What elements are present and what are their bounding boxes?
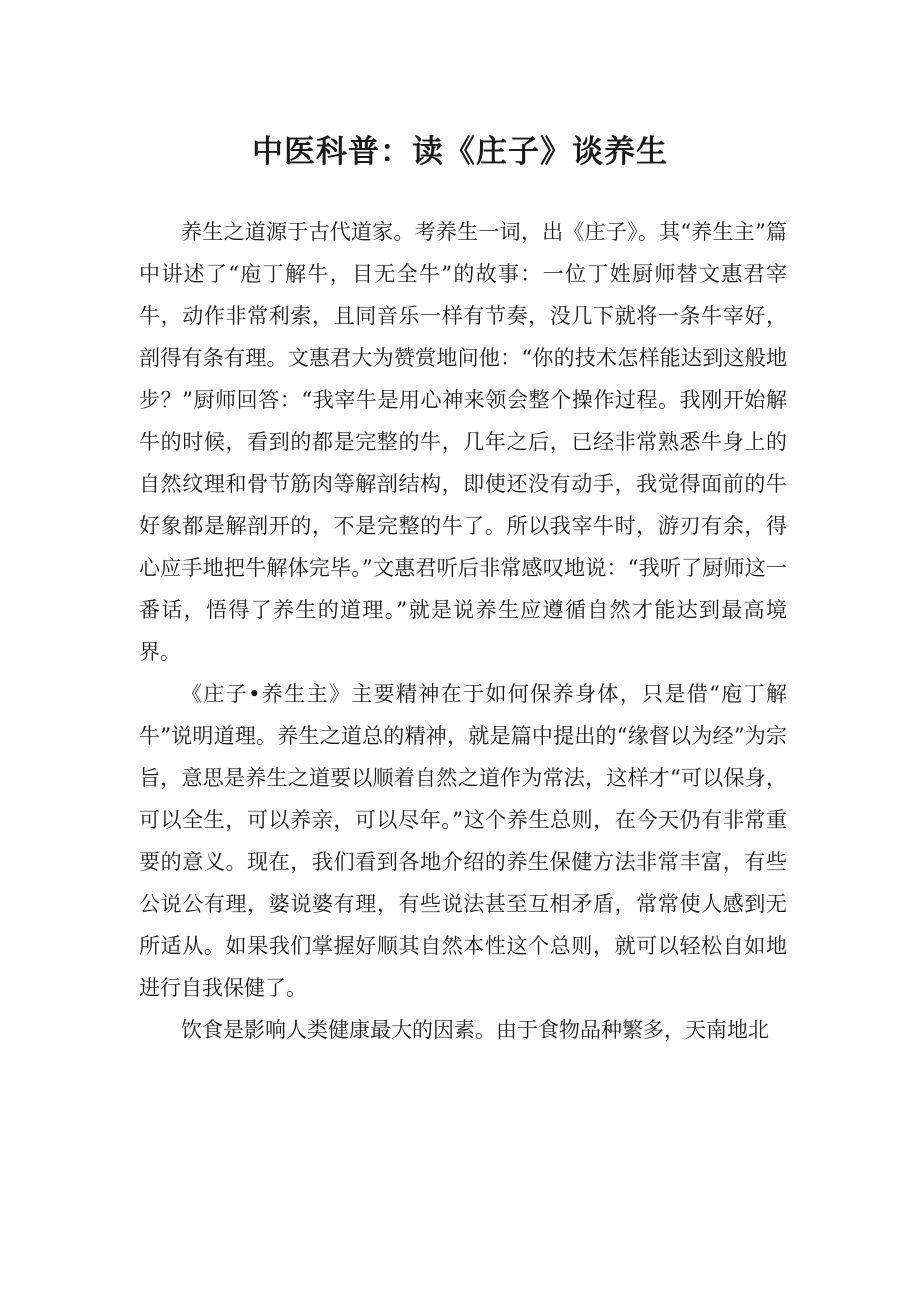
article-body (139, 211, 787, 1051)
paragraph-2: 《庄子•养生主》主要精神在于如何保养身体，只是借“庖丁解牛”说明道理。养生之道总的精神，就是篇中提出的“缘督以为经”为宗旨，意思是养生之道要以顺着自然之道作为常法，这样才“可以保身，可以全生，可以养亲，可以尽年。”这个养生总则，在今天仍有非常重要的意义。现在，我们看到各地介绍的养生保健方法非常丰富，有些公说公有理，婆说婆有理，有些说法甚至互相矛盾，常常使人感到无所适从。如果我们掌握好顺其自然本性这个总则，就可以轻松自如地进行自我保健了。 (139, 682, 787, 1000)
paragraph-1: 养生之道源于古代道家。考养生一词，出《庄子》。其“养生主”篇中讲述了“庖丁解牛，目无全牛”的故事：一位丁姓厨师替文惠君宰牛，动作非常利索，且同音乐一样有节奏，没几下就将一条牛宰好，剖得有条有理。文惠君大为赞赏地问他：“你的技术怎样能达到这般地步？”厨师回答：“我宰牛是用心神来领会整个操作过程。我刚开始解牛的时候，看到的都是完整的牛，几年之后，已经非常熟悉牛身上的自然纹理和骨节筋肉等解剖结构，即使还没有动手，我觉得面前的牛好象都是解剖开的，不是完整的牛了。所以我宰牛时，游刃有余，得心应手地把牛解体完毕。”文惠君听后非常感叹地说：“我听了厨师这一番话，悟得了养生的道理。”就是说养生应遵循自然才能达到最高境界。 (139, 220, 787, 664)
page-title: 中医科普：读《庄子》谈养生 (252, 134, 668, 170)
paragraph-3: 饮食是影响人类健康最大的因素。由于食物品种繁多，天南地北 (181, 1018, 769, 1042)
